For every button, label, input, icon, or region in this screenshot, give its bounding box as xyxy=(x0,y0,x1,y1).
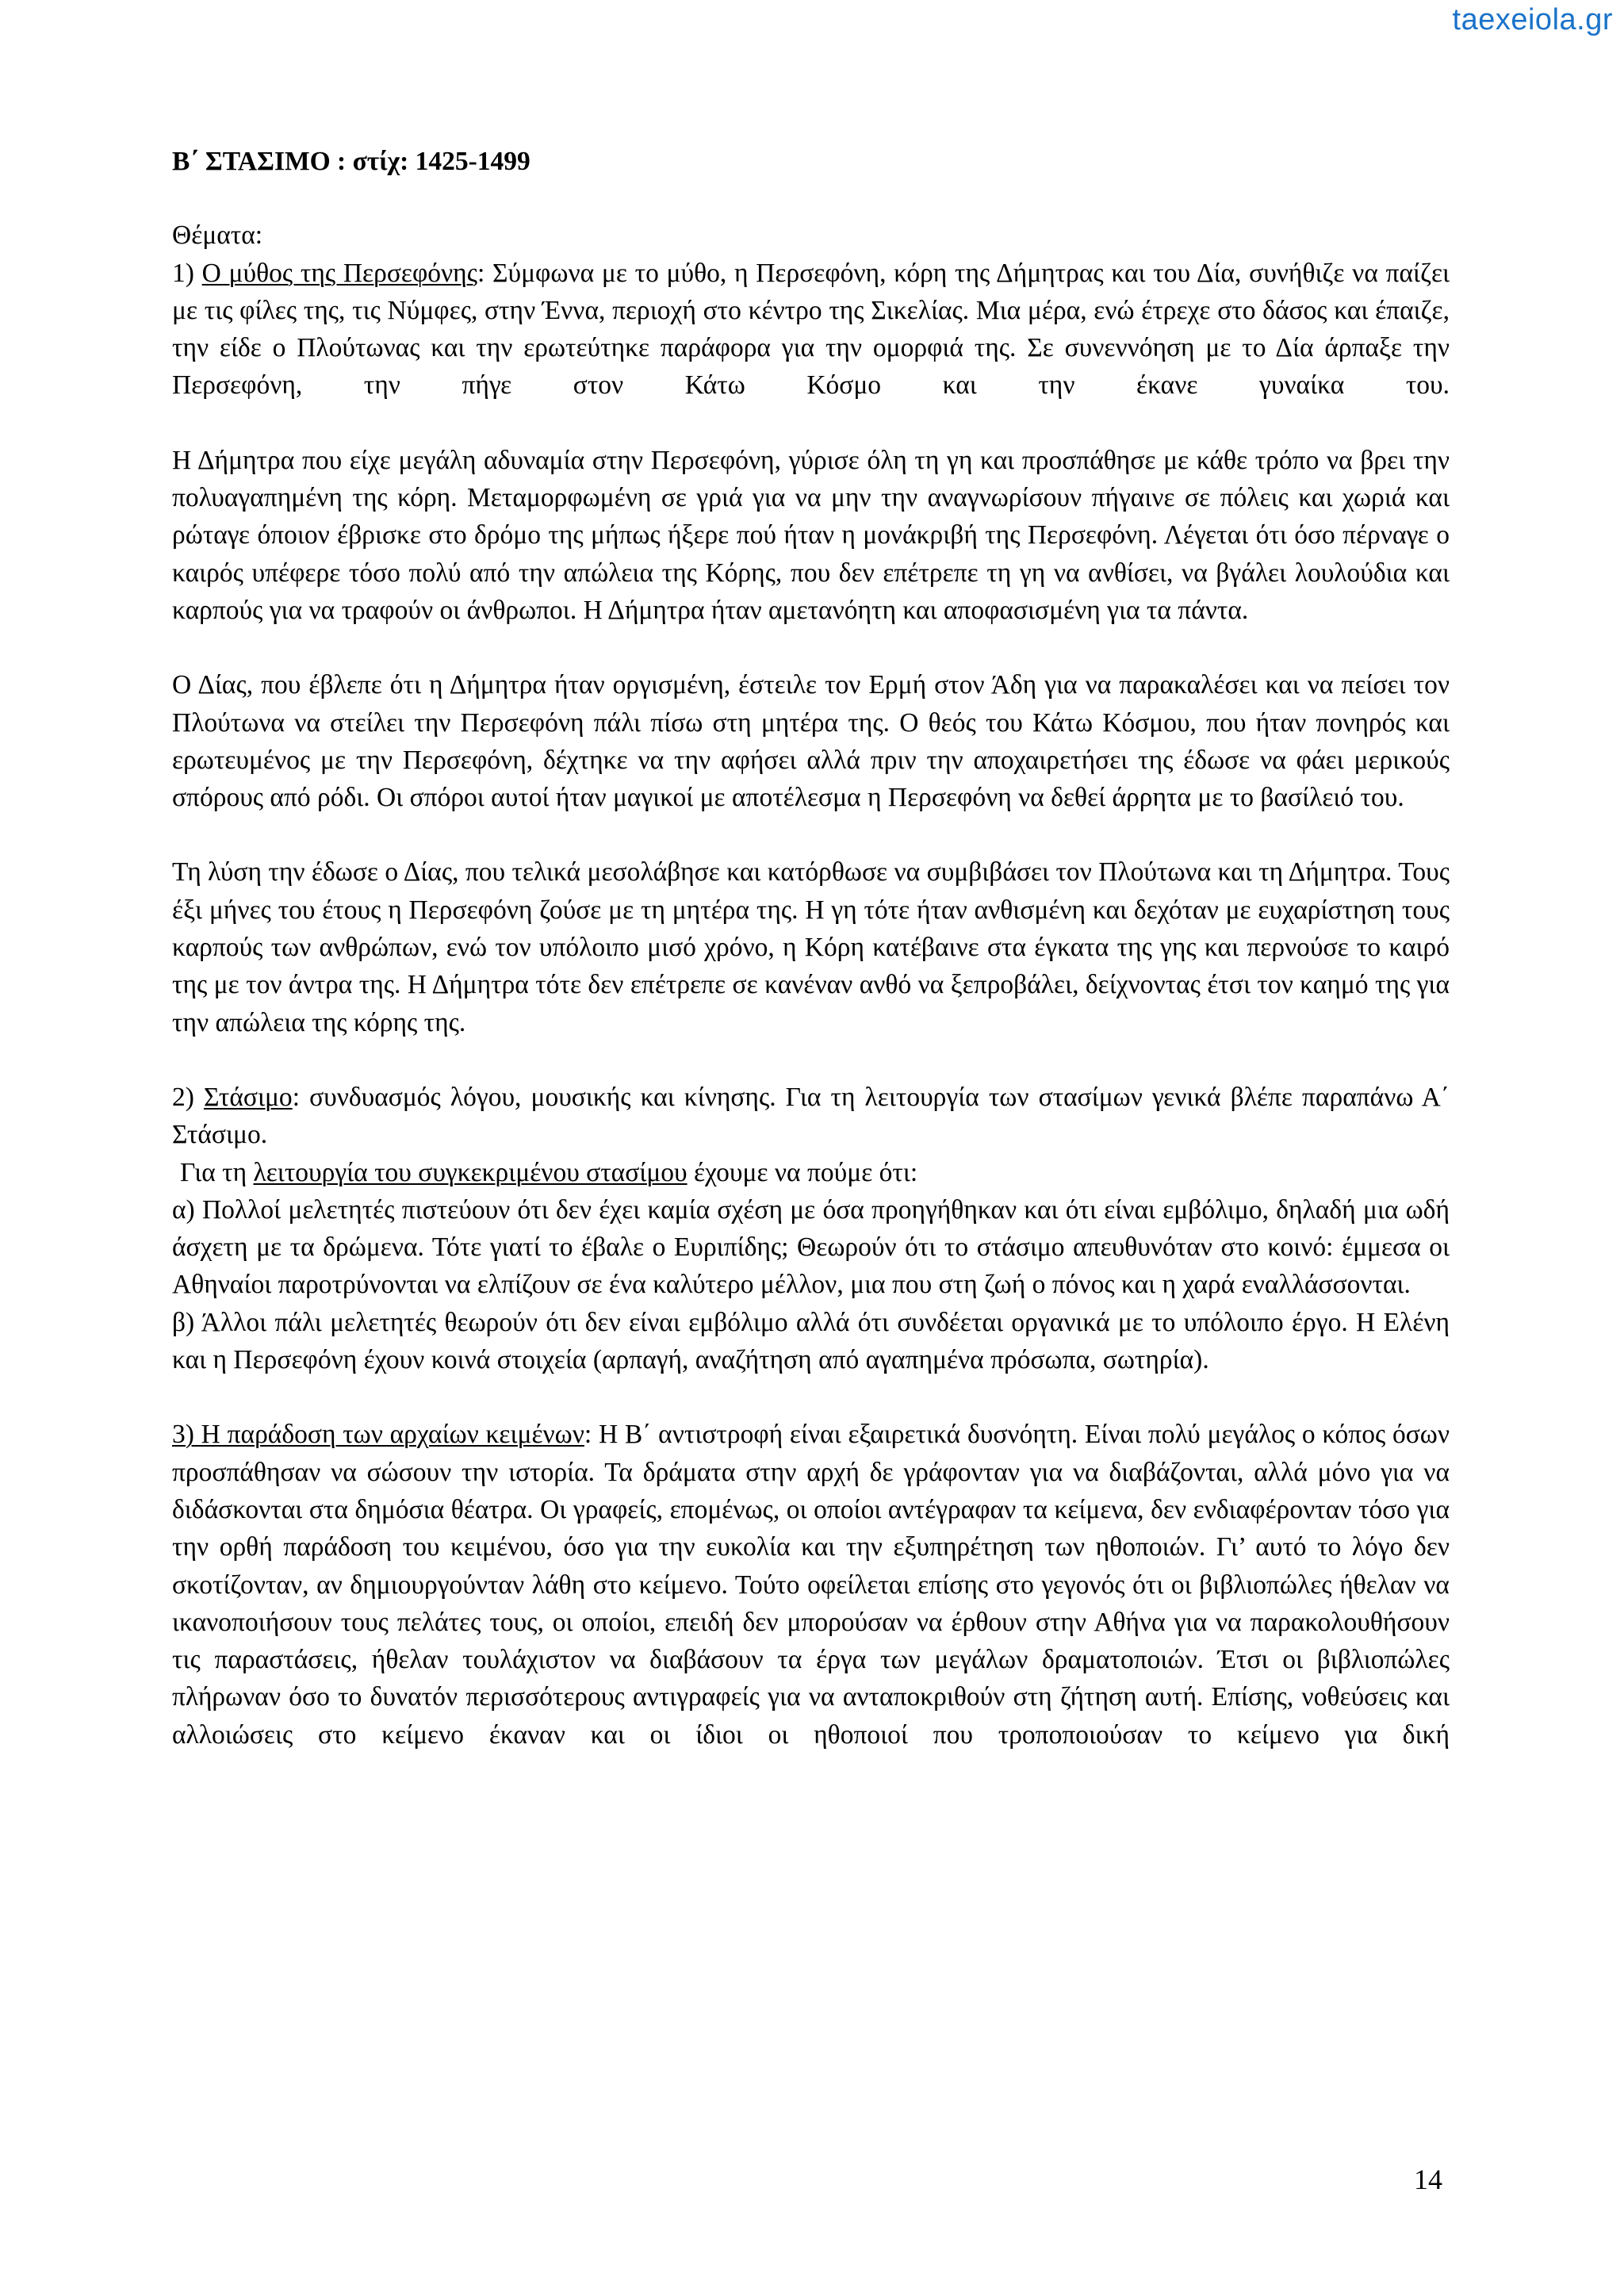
theme-2-point-b: β) Άλλοι πάλι μελετητές θεωρούν ότι δεν είναι εμβόλιμο αλλά ότι συνδέεται οργανικά με το υπόλοιπο έργο. Η Ελένη και η Περσεφόνη έχουν κοινά στοιχεία (αρπαγή, αναζήτηση από αγαπημένα πρόσωπα, σωτηρία). xyxy=(172,1307,1450,1375)
theme-2-heading: Στάσιμο xyxy=(203,1082,293,1112)
theme-1-heading: Ο μύθος της Περσεφόνης xyxy=(201,258,477,288)
theme-2-function-pre: Για τη xyxy=(180,1157,254,1187)
theme-3-heading: 3) Η παράδοση των αρχαίων κειμένων xyxy=(172,1420,584,1450)
theme-1-paragraph-4: Τη λύση την έδωσε ο Δίας, που τελικά μεσολάβησε και κατόρθωσε να συμβιβάσει τον Πλούτωνα και τη Δήμητρα. Τους έξι μήνες του έτους η Περσεφόνη ζούσε με τη μητέρα της. Η γη τότε ήταν ανθισμένη και δεχόταν με ευχαρίστηση τους καρπούς των ανθρώπων, ενώ τον υπόλοιπο μισό χρόνο, η Κόρη κατέβαινε στα έγκατα της γης και περνούσε το καιρό της με τον άντρα της. Η Δήμητρα τότε δεν επέτρεπε σε κανέναν ανθό να ξεπροβάλει, δείχνοντας έτσι τον καημό της για την απώλεια της κόρης της. xyxy=(172,857,1450,1037)
theme-2-function-heading: λειτουργία του συγκεκριμένου στασίμου xyxy=(253,1157,688,1187)
theme-1-intro xyxy=(172,255,1450,404)
document-body xyxy=(172,143,1450,1754)
theme-2-function-line xyxy=(172,1154,1450,1191)
theme-2-text: : συνδυασμός λόγου, μουσικής και κίνησης. Για τη λειτουργία των στασίμων γενικά βλέπε παραπάνω Α΄ Στάσιμο. xyxy=(172,1082,1450,1150)
themes-label: Θέματα: xyxy=(172,220,263,251)
theme-3-paragraph xyxy=(172,1416,1450,1754)
theme-2-point-a: α) Πολλοί μελετητές πιστεύουν ότι δεν έχει καμία σχέση με όσα προηγήθηκαν και ότι είναι εμβόλιμο, δηλαδή μια ωδή άσχετη με τα δρώμενα. Τότε γιατί το έβαλε ο Ευριπίδης; Θεωρούν ότι το στάσιμο απευθυνόταν στο κοινό: έμμεσα οι Αθηναίοι παροτρύνονται να ελπίζουν σε ένα καλύτερο μέλλον, μια που στη ζωή ο πόνος και η χαρά εναλλάσσονται. xyxy=(172,1194,1450,1300)
theme-2-function-post: έχουμε να πούμε ότι: xyxy=(687,1157,918,1187)
theme-3-text: : Η Β΄ αντιστροφή είναι εξαιρετικά δυσνόητη. Είναι πολύ μεγάλος ο κόπος όσων προσπάθησαν να σώσουν την ιστορία. Τα δράματα στην αρχή δε γράφονταν για να διαβάζονται, αλλά μόνο για να διδάσκονται στα δημόσια θέατρα. Οι γραφείς, επομένως, οι οποίοι αντέγραφαν τα κείμενα, δεν ενδιαφέρονταν τόσο για την ορθή παράδοση του κειμένου, όσο για την ευκολία και την εξυπηρέτηση των ηθοποιών. Γι’ αυτό το λόγο δεν σκοτίζονταν, αν δημιουργούνταν λάθη στο κείμενο. Τούτο οφείλεται επίσης στο γεγονός ότι οι βιβλιοπώλες ήθελαν να ικανοποιήσουν τους πελάτες τους, οι οποίοι, επειδή δεν μπορούσαν να έρθουν στην Αθήνα για να παρακολουθήσουν τις παραστάσεις, ήθελαν τουλάχιστον να διαβάσουν τα έργα των μεγάλων δραματοποιών. Έτσι οι βιβλιοπώλες πλήρωναν όσο το δυνατόν περισσότερους αντιγραφείς για να ανταποκριθούν στη ζήτηση αυτή. Επίσης, νοθεύσεις και αλλοιώσεις στο κείμενο έκαναν και οι ίδιοι οι ηθοποιοί που τροποποιούσαν το κείμενο για δική xyxy=(172,1420,1450,1750)
theme-1-number: 1) xyxy=(172,258,202,288)
theme-2-number: 2) xyxy=(172,1082,204,1112)
theme-2-intro xyxy=(172,1079,1450,1154)
theme-1-paragraph-2: Η Δήμητρα που είχε μεγάλη αδυναμία στην Περσεφόνη, γύρισε όλη τη γη και προσπάθησε με κάθε τρόπο να βρει την πολυαγαπημένη της κόρη. Μεταμορφωμένη σε γριά για να μην την αναγνωρίσουν πήγαινε σε πόλεις και χωριά και ρώταγε όποιον έβρισκε στο δρόμο της μήπως ήξερε πού ήταν η μονάκριβή της Περσεφόνη. Λέγεται ότι όσο πέρναγε ο καιρός υπέφερε τόσο πολύ από την απώλεια της Κόρης, που δεν επέτρεπε τη γη να ανθίσει, να βγάλει λουλούδια και καρπούς για να τραφούν οι άνθρωποι. Η Δήμητρα ήταν αμετανόητη και αποφασισμένη για τα πάντα. xyxy=(172,445,1450,625)
page-number: 14 xyxy=(1414,2164,1442,2195)
site-watermark: taexeiola.gr xyxy=(1452,3,1613,36)
theme-1-paragraph-3: Ο Δίας, που έβλεπε ότι η Δήμητρα ήταν οργισμένη, έστειλε τον Ερμή στον Άδη για να παρακαλέσει και να πείσει τον Πλούτωνα να στείλει την Περσεφόνη πάλι πίσω στη μητέρα της. Ο θεός του Κάτω Κόσμου, που ήταν πονηρός και ερωτευμένος με την Περσεφόνη, δέχτηκε να την αφήσει αλλά πριν την αποχαιρετήσει της έδωσε να φάει μερικούς σπόρους από ρόδι. Οι σπόροι αυτοί ήταν μαγικοί με αποτέλεσμα η Περσεφόνη να δεθεί άρρητα με το βασίλειό του. xyxy=(172,670,1450,813)
theme-1-text: : Σύμφωνα με το μύθο, η Περσεφόνη, κόρη της Δήμητρας και του Δία, συνήθιζε να παίζει με τις φίλες της, τις Νύμφες, στην Έννα, περιοχή στο κέντρο της Σικελίας. Μια μέρα, ενώ έτρεχε στο δάσος και έπαιζε, την είδε ο Πλούτωνας και την ερωτεύτηκε παράφορα για την ομορφιά της. Σε συνεννόηση με το Δία άρπαξε την Περσεφόνη, την πήγε στον Κάτω Κόσμο και την έκανε γυναίκα του. xyxy=(172,258,1450,401)
section-title: Β΄ ΣΤΑΣΙΜΟ : στίχ: 1425-1499 xyxy=(172,147,530,176)
